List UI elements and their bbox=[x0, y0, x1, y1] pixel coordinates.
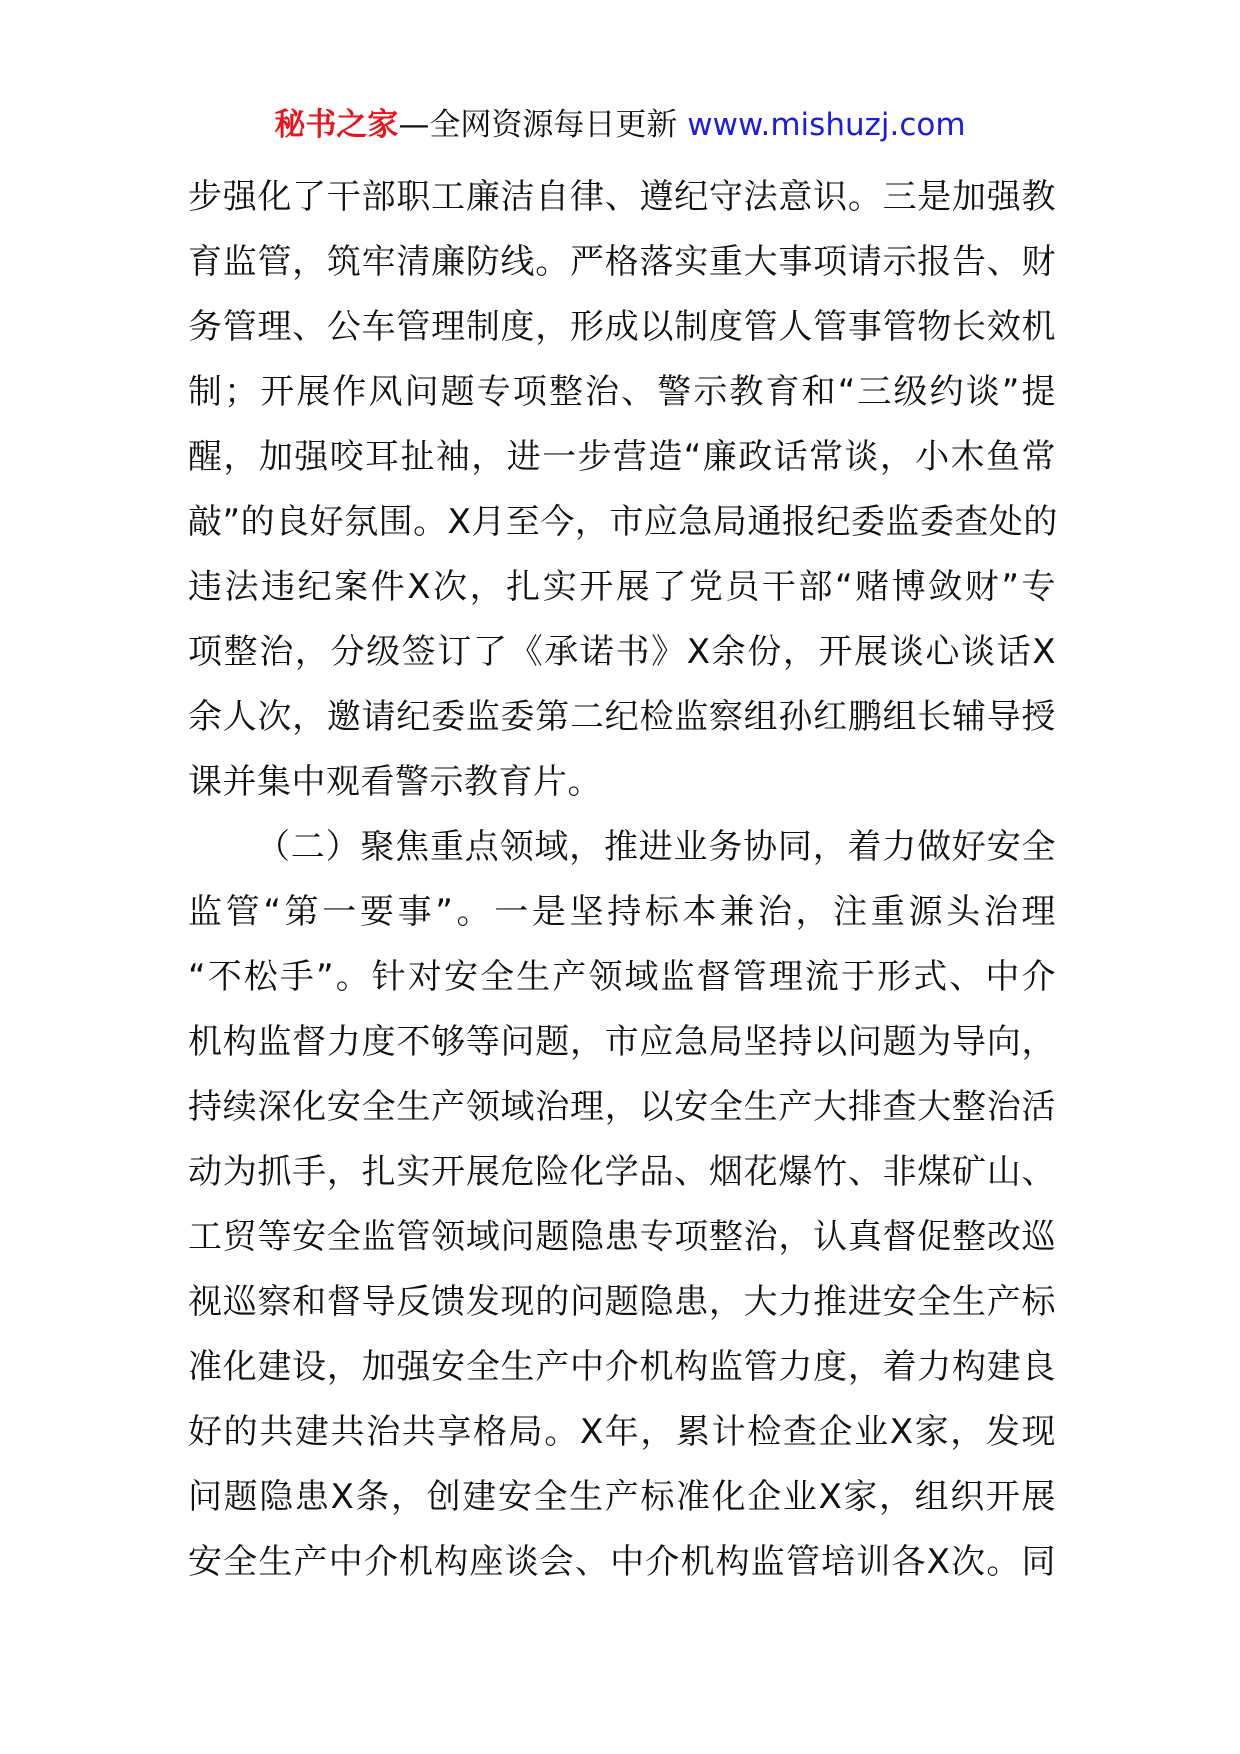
body-line: 安全生产中介机构座谈会、中介机构监管培训各X次。同 bbox=[188, 1542, 1056, 1582]
body-line: 机构监督力度不够等问题，市应急局坚持以问题为导向， bbox=[188, 1022, 1056, 1062]
body-line: 工贸等安全监管领域问题隐患专项整治，认真督促整改巡 bbox=[188, 1217, 1056, 1257]
body-line: 违法违纪案件X次，扎实开展了党员干部“赌博敛财”专 bbox=[188, 567, 1056, 607]
body-line: 动为抓手，扎实开展危险化学品、烟花爆竹、非煤矿山、 bbox=[188, 1152, 1056, 1192]
body-line: 课并集中观看警示教育片。 bbox=[188, 762, 602, 802]
body-line: 醒，加强咬耳扯袖，进一步营造“廉政话常谈，小木鱼常 bbox=[188, 437, 1056, 477]
body-line: 敲”的良好氛围。X月至今，市应急局通报纪委监委查处的 bbox=[188, 502, 1058, 542]
page-header bbox=[0, 102, 1240, 148]
body-line: 育监管，筑牢清廉防线。严格落实重大事项请示报告、财 bbox=[188, 242, 1056, 282]
body-line: 视巡察和督导反馈发现的问题隐患，大力推进安全生产标 bbox=[188, 1282, 1056, 1322]
section-heading-line: （二）聚焦重点领域，推进业务协同，着力做好安全 bbox=[256, 827, 1056, 867]
site-url-link[interactable]: www.mishuzj.com bbox=[687, 107, 966, 143]
body-line: 项整治，分级签订了《承诺书》X余份，开展谈心谈话X bbox=[188, 632, 1056, 672]
body-line: 步强化了干部职工廉洁自律、遵纪守法意识。三是加强教 bbox=[188, 177, 1056, 217]
header-tagline: —全网资源每日更新 bbox=[398, 107, 688, 143]
body-line: 余人次，邀请纪委监委第二纪检监察组孙红鹏组长辅导授 bbox=[188, 697, 1056, 737]
body-line: 监管“第一要事”。一是坚持标本兼治，注重源头治理 bbox=[188, 892, 1056, 932]
brand-name: 秘书之家 bbox=[274, 107, 399, 143]
body-line: 问题隐患X条，创建安全生产标准化企业X家，组织开展 bbox=[188, 1477, 1056, 1517]
body-line: 持续深化安全生产领域治理，以安全生产大排查大整治活 bbox=[188, 1087, 1056, 1127]
body-line: “不松手”。针对安全生产领域监督管理流于形式、中介 bbox=[188, 957, 1056, 997]
document-body bbox=[188, 165, 1056, 1595]
body-line: 准化建设，加强安全生产中介机构监管力度，着力构建良 bbox=[188, 1347, 1056, 1387]
body-line: 制；开展作风问题专项整治、警示教育和“三级约谈”提 bbox=[188, 372, 1056, 412]
body-line: 好的共建共治共享格局。X年，累计检查企业X家，发现 bbox=[188, 1412, 1056, 1452]
body-line: 务管理、公车管理制度，形成以制度管人管事管物长效机 bbox=[188, 307, 1056, 347]
